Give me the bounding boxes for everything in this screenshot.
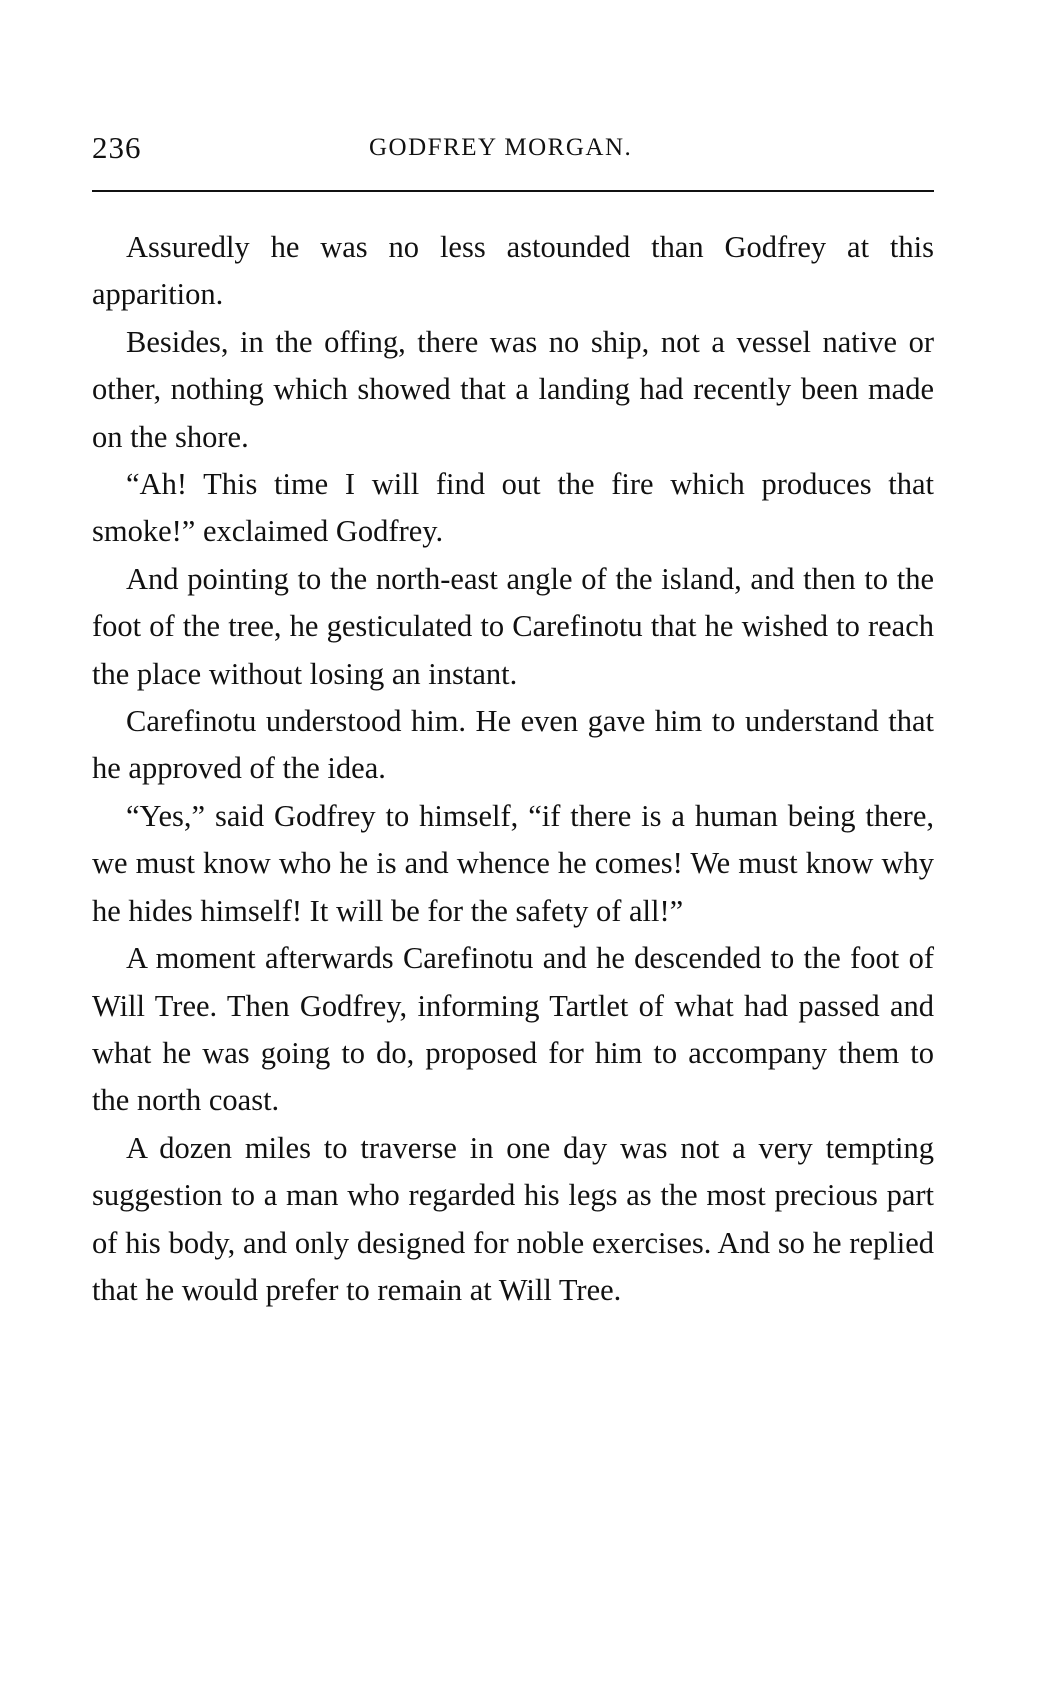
running-title: GODFREY MORGAN. <box>369 134 633 161</box>
header-rule <box>92 190 934 192</box>
paragraph: Besides, in the offing, there was no ship, not a vessel native or other, nothing which showed that a landing had recently been made on the shore. <box>92 324 934 454</box>
paragraph: A dozen miles to traverse in one day was not a very tempting suggestion to a man who regarded his legs as the most precious part of his body, and only designed for noble exercises. And so he replied that he would prefer to remain at Will Tree. <box>92 1130 934 1307</box>
paragraph: “Ah! This time I will find out the fire which produces that smoke!” exclaimed Godfrey. <box>92 467 934 549</box>
paragraph: “Yes,” said Godfrey to himself, “if there is a human being there, we must know who he is and whence he comes! We must know why he hides himself! It will be for the safety of all!” <box>92 798 934 928</box>
paragraph: Carefinotu understood him. He even gave him to understand that he approved of the idea. <box>92 704 934 786</box>
paragraph: A moment afterwards Carefinotu and he descended to the foot of Will Tree. Then Godfrey, informing Tartlet of what had passed and what he was going to do, proposed for him to accompany them to the north coast. <box>92 941 934 1118</box>
body-text <box>92 224 934 1314</box>
page-number: 236 <box>92 130 142 165</box>
book-page <box>92 128 934 1307</box>
running-head <box>92 128 934 168</box>
paragraph: And pointing to the north-east angle of the island, and then to the foot of the tree, he gesticulated to Carefinotu that he wished to reach the place without losing an instant. <box>92 561 934 691</box>
paragraph: Assuredly he was no less astounded than Godfrey at this apparition. <box>92 230 934 312</box>
